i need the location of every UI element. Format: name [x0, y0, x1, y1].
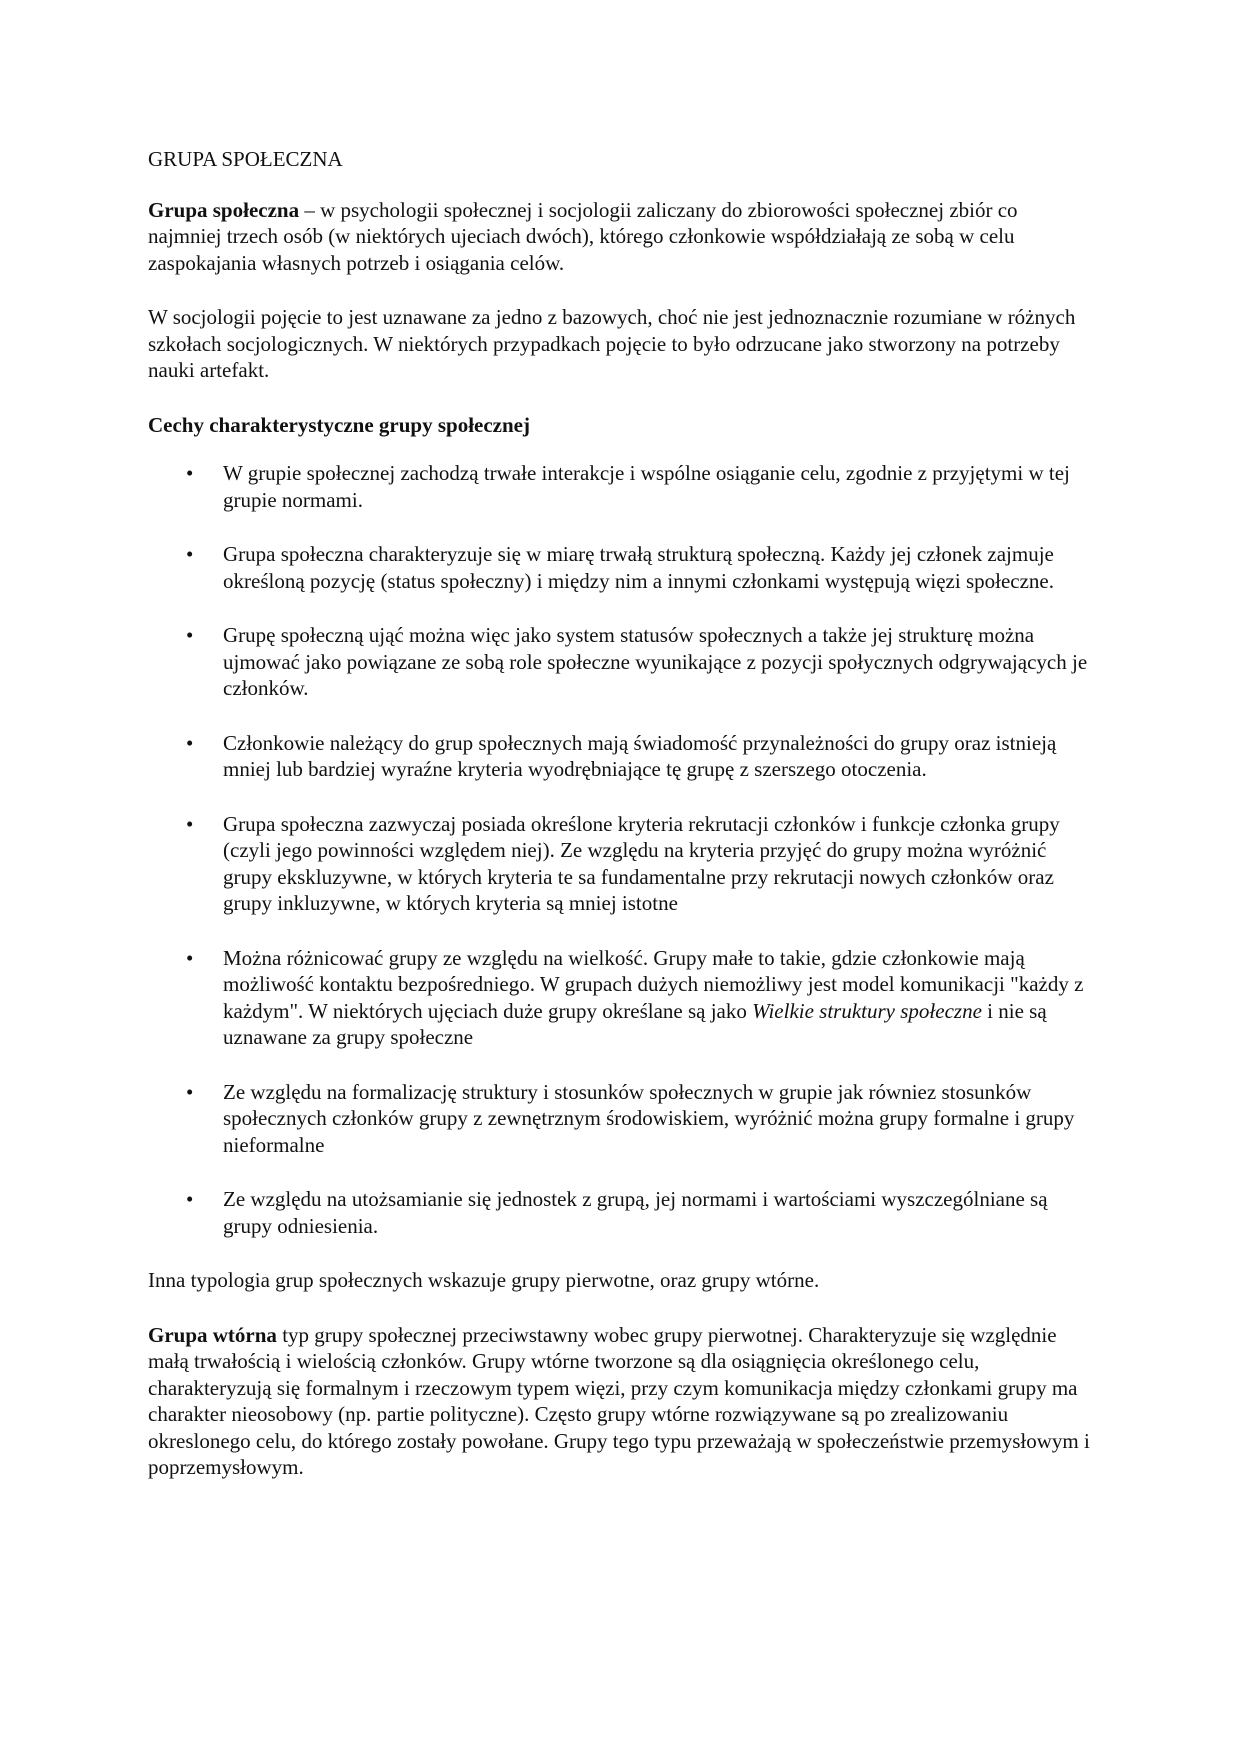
list-item-text-start: Można różnicować grupy ze względu na wielkość. Grupy małe to takie, gdzie członkowie mają możliwość kontaktu bezpośredniego. W grupach dużych niemożliwy jest model komunikacji "każdy z każdym". W niektórych ujęciach duże grupy określane są jako [223, 945, 1084, 1023]
bullet-icon: • [186, 542, 194, 566]
document-title: GRUPA SPOŁECZNA [148, 147, 343, 171]
list-item [148, 460, 1092, 513]
document-page [148, 146, 1092, 1509]
bullet-icon: • [186, 811, 194, 836]
section-heading: Cechy charakterystyczne grupy społecznej [148, 412, 530, 437]
secondary-group-paragraph [148, 1322, 1092, 1481]
list-item [148, 541, 1092, 594]
list-item-text [223, 946, 1083, 1050]
list-item-italic-term: Wielkie struktury społeczne [752, 998, 982, 1023]
list-item-text-end: i nie są uznawane za grupy społeczne [223, 998, 1047, 1049]
list-item-text: Grupę społeczną ująć można więc jako system statusów społecznych a także jej strukturę można ujmować jako powiązane ze sobą role społeczne wyunikające z pozycji społycznych odgrywających je członków. [223, 623, 1088, 700]
list-item-text: Członkowie należący do grup społecznych mają świadomość przynależności do grupy oraz istnieją mniej lub bardziej wyraźne kryteria wyodrębniające tę grupę z szerszego otoczenia. [223, 730, 1057, 781]
list-item [148, 945, 1092, 1051]
intro-paragraph [148, 197, 1092, 277]
list-item [148, 811, 1092, 917]
list-item [148, 730, 1092, 783]
list-item-text: Grupa społeczna zazwyczaj posiada określone kryteria rekrutacji członków i funkcje członka grupy (czyli jego powinności względem niej). Ze względu na kryteria przyjęć do grupy można wyróżnić grupy ekskluzywne, w których kryteria te sa fundamentalne przy rekrutacji nowych członków oraz grupy inkluzywne, w których kryteria są mniej istotne [223, 811, 1060, 915]
bullet-icon: • [186, 1187, 194, 1211]
bullet-icon: • [186, 1079, 194, 1104]
intro-text: – w psychologii społecznej i socjologii zaliczany do zbiorowości społecznej zbiór co najmniej trzech osób (w niektórych ujeciach dwóch), którego członkowie współdziałają ze sobą w celu zaspokajania własnych potrzeb i osiągania celów. [148, 197, 1018, 275]
list-item [148, 1079, 1092, 1159]
bullet-icon: • [186, 945, 194, 970]
list-item-text: Grupa społeczna charakteryzuje się w miarę trwałą strukturą społeczną. Każdy jej członek zajmuje określoną pozycję (status społeczny) i między nim a innymi członkami występują więzi społeczne. [223, 542, 1054, 593]
characteristics-list [148, 460, 1092, 1239]
list-item [148, 1186, 1092, 1239]
list-item-text: W grupie społecznej zachodzą trwałe interakcje i wspólne osiąganie celu, zgodnie z przyjętymi w tej grupie normami. [223, 461, 1070, 512]
bullet-icon: • [186, 730, 194, 755]
bullet-icon: • [186, 623, 194, 647]
list-item-text: Ze względu na formalizację struktury i stosunków społecznych w grupie jak równiez stosunków społecznych członków grupy z zewnętrznym środowiskiem, wyróżnić można grupy formalne i grupy nieformalne [223, 1079, 1075, 1157]
intro-term: Grupa społeczna [148, 197, 300, 222]
secondary-text: typ grupy społecznej przeciwstawny wobec grupy pierwotnej. Charakteryzuje się względnie małą trwałością i wielością członków. Grupy wtórne tworzone są dla osiągnięcia określonego celu, charakteryzują się formalnym i rzeczowym typem więzi, przy czym komunikacja między członkami grupy ma charakter nieosobowy (np. partie polityczne). Często grupy wtórne rozwiązywane są po zrealizowaniu okreslonego celu, do którego zostały powołane. Grupy tego typu przeważają w społeczeństwie przemysłowym i poprzemysłowym. [148, 1322, 1090, 1479]
paragraph-sociology: W socjologii pojęcie to jest uznawane za jedno z bazowych, choć nie jest jednoznacznie rozumiane w różnych szkołach socjologicznych. W niektórych przypadkach pojęcie to było odrzucane jako stworzony na potrzeby nauki artefakt. [148, 305, 1076, 382]
list-item [148, 622, 1092, 702]
list-item-text: Ze względu na utożsamianie się jednostek z grupą, jej normami i wartościami wyszczególniane są grupy odniesienia. [223, 1187, 1048, 1238]
paragraph-typology: Inna typologia grup społecznych wskazuje grupy pierwotne, oraz grupy wtórne. [148, 1268, 820, 1292]
bullet-icon: • [186, 461, 194, 485]
secondary-term: Grupa wtórna [148, 1322, 277, 1347]
